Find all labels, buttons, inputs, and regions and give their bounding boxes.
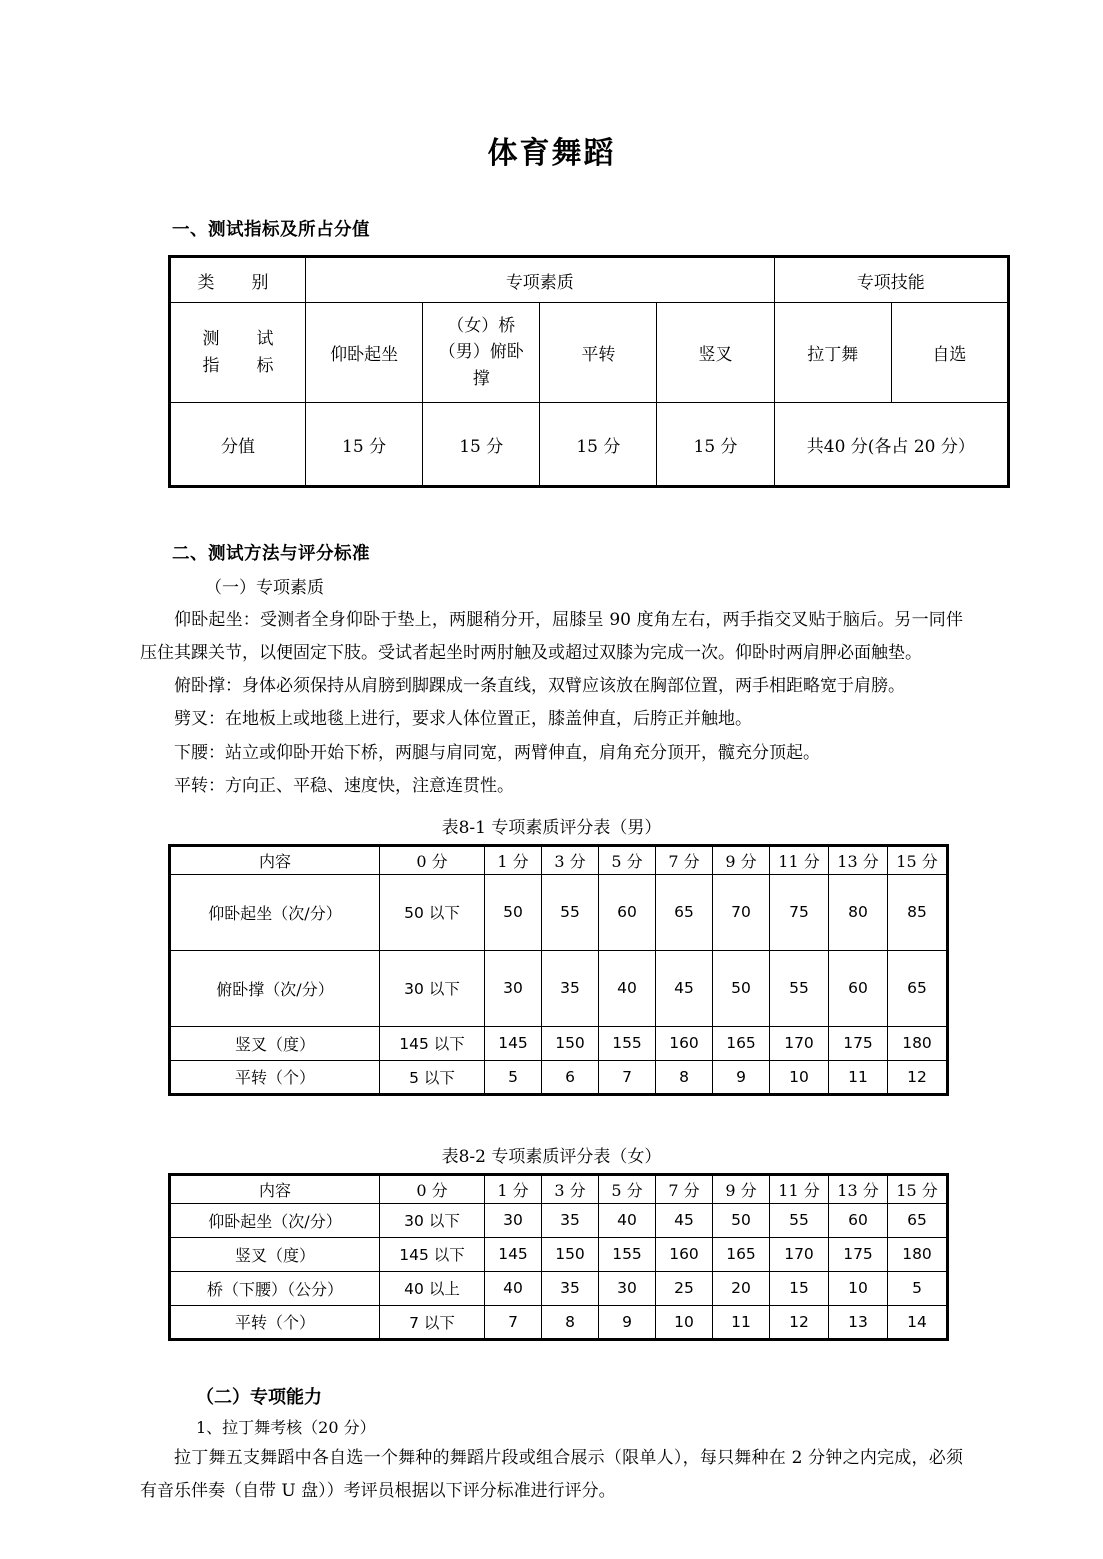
cell-value: 80 xyxy=(829,874,888,950)
header-content: 内容 xyxy=(170,845,380,874)
cell-value: 60 xyxy=(599,874,656,950)
indicator-score-table-wrapper xyxy=(168,255,1010,488)
female-score-table-wrapper xyxy=(168,1173,938,1341)
cell-value: 65 xyxy=(888,1203,948,1237)
header-score-7分: 7 分 xyxy=(656,1174,713,1203)
row-label: 竖叉（度） xyxy=(170,1026,380,1060)
table-row xyxy=(170,1060,948,1094)
cell-value: 8 xyxy=(542,1305,599,1339)
male-score-table xyxy=(168,844,949,1096)
cell-score-spin: 15 分 xyxy=(540,403,657,487)
cell-value: 165 xyxy=(713,1026,770,1060)
table-row xyxy=(170,303,1009,403)
row-label: 桥（下腰）（公分） xyxy=(170,1271,380,1305)
header-score-5分: 5 分 xyxy=(599,845,656,874)
paragraph-latin-dance: 拉丁舞五支舞蹈中各自选一个舞种的舞蹈片段或组合展示（限单人），每只舞种在 2 分钟之内完成，必须有音乐伴奏（自带 U 盘））考评员根据以下评分标准进行评分。 xyxy=(140,1447,963,1501)
cell-value: 150 xyxy=(542,1237,599,1271)
table-row xyxy=(170,403,1009,487)
cell-value: 65 xyxy=(656,874,713,950)
cell-value: 50 xyxy=(713,950,770,1026)
header-score-0分: 0 分 xyxy=(380,1174,485,1203)
cell-score-label: 分值 xyxy=(170,403,306,487)
cell-value: 7 以下 xyxy=(380,1305,485,1339)
table-row xyxy=(170,1271,948,1305)
header-score-15分: 15 分 xyxy=(888,1174,948,1203)
cell-value: 10 xyxy=(656,1305,713,1339)
header-score-13分: 13 分 xyxy=(829,1174,888,1203)
cell-score-sit-up: 15 分 xyxy=(306,403,423,487)
cell-value: 11 xyxy=(713,1305,770,1339)
cell-value: 160 xyxy=(656,1026,713,1060)
cell-value: 145 以下 xyxy=(380,1237,485,1271)
cell-indicator-bridge xyxy=(423,303,540,403)
cell-value: 45 xyxy=(656,950,713,1026)
cell-value: 150 xyxy=(542,1026,599,1060)
cell-indicator-latin: 拉丁舞 xyxy=(774,303,891,403)
cell-value: 50 xyxy=(485,874,542,950)
cell-value: 25 xyxy=(656,1271,713,1305)
header-score-5分: 5 分 xyxy=(599,1174,656,1203)
table-row xyxy=(170,257,1009,303)
bridge-line3: 撑 xyxy=(472,368,490,389)
header-content: 内容 xyxy=(170,1174,380,1203)
cell-value: 30 以下 xyxy=(380,950,485,1026)
cell-value: 40 xyxy=(485,1271,542,1305)
cell-value: 5 以下 xyxy=(380,1060,485,1094)
sub-heading-physical-quality: （一）专项素质 xyxy=(205,578,324,598)
row-label: 平转（个） xyxy=(170,1060,380,1094)
table-row xyxy=(170,1237,948,1271)
cell-value: 180 xyxy=(888,1026,948,1060)
cell-value: 40 xyxy=(599,1203,656,1237)
item-latin-dance-assessment: 1、拉丁舞考核（20 分） xyxy=(196,1417,376,1437)
cell-group-skill: 专项技能 xyxy=(774,257,1008,303)
cell-value: 75 xyxy=(770,874,829,950)
row-label: 仰卧起坐（次/分） xyxy=(170,874,380,950)
cell-value: 10 xyxy=(770,1060,829,1094)
cell-indicator-split: 竖叉 xyxy=(657,303,774,403)
cell-value: 55 xyxy=(542,874,599,950)
paragraph-split: 劈叉：在地板上或地毯上进行，要求人体位置正，膝盖伸直，后胯正并触地。 xyxy=(174,709,752,730)
bridge-line1: （女）桥 xyxy=(447,315,516,336)
cell-value: 30 xyxy=(485,1203,542,1237)
row-label: 平转（个） xyxy=(170,1305,380,1339)
section-heading-1: 一、测试指标及所占分值 xyxy=(172,220,370,240)
cell-indicator-sit-up: 仰卧起坐 xyxy=(306,303,423,403)
cell-value: 12 xyxy=(888,1060,948,1094)
paragraph-bridge: 下腰：站立或仰卧开始下桥，两腿与肩同宽，两臂伸直，肩角充分顶开，髋充分顶起。 xyxy=(174,742,820,763)
header-score-7分: 7 分 xyxy=(656,845,713,874)
cell-value: 40 以上 xyxy=(380,1271,485,1305)
table-row xyxy=(170,1026,948,1060)
cell-value: 180 xyxy=(888,1237,948,1271)
table-row xyxy=(170,950,948,1026)
header-score-3分: 3 分 xyxy=(542,1174,599,1203)
cell-value: 20 xyxy=(713,1271,770,1305)
cell-score-bridge: 15 分 xyxy=(423,403,540,487)
cell-category-label: 类 别 xyxy=(170,257,306,303)
cell-value: 145 以下 xyxy=(380,1026,485,1060)
cell-value: 145 xyxy=(485,1237,542,1271)
cell-score-skill-combined: 共40 分(各占 20 分） xyxy=(774,403,1008,487)
header-score-9分: 9 分 xyxy=(713,845,770,874)
cell-value: 155 xyxy=(599,1237,656,1271)
paragraph-push-up: 俯卧撑：身体必须保持从肩膀到脚踝成一条直线，双臂应该放在胸部位置，两手相距略宽于肩膀。 xyxy=(174,676,905,697)
cell-value: 60 xyxy=(829,950,888,1026)
table-header-row xyxy=(170,845,948,874)
row-label: 俯卧撑（次/分） xyxy=(170,950,380,1026)
cell-value: 85 xyxy=(888,874,948,950)
header-score-11分: 11 分 xyxy=(770,1174,829,1203)
cell-value: 10 xyxy=(829,1271,888,1305)
cell-value: 35 xyxy=(542,1271,599,1305)
table-header-row xyxy=(170,1174,948,1203)
paragraph-sit-up: 仰卧起坐：受测者全身仰卧于垫上，两腿稍分开，屈膝呈 90 度角左右，两手指交叉贴于脑后。另一同伴压住其踝关节，以便固定下肢。受试者起坐时两肘触及或超过双膝为完成一次。仰卧时两肩胛必面触垫。 xyxy=(140,610,963,664)
caption-table-male: 表8-1 专项素质评分表（男） xyxy=(441,817,662,838)
indicator-score-table xyxy=(168,255,1010,488)
cell-value: 175 xyxy=(829,1237,888,1271)
cell-value: 30 xyxy=(599,1271,656,1305)
cell-value: 35 xyxy=(542,950,599,1026)
cell-value: 9 xyxy=(713,1060,770,1094)
cell-value: 175 xyxy=(829,1026,888,1060)
header-score-9分: 9 分 xyxy=(713,1174,770,1203)
cell-value: 170 xyxy=(770,1026,829,1060)
cell-value: 8 xyxy=(656,1060,713,1094)
cell-value: 13 xyxy=(829,1305,888,1339)
cell-value: 14 xyxy=(888,1305,948,1339)
cell-value: 5 xyxy=(888,1271,948,1305)
cell-value: 30 以下 xyxy=(380,1203,485,1237)
cell-value: 65 xyxy=(888,950,948,1026)
paragraph-spin: 平转：方向正、平稳、速度快，注意连贯性。 xyxy=(174,775,514,796)
female-score-table xyxy=(168,1173,949,1341)
cell-value: 45 xyxy=(656,1203,713,1237)
row-label: 仰卧起坐（次/分） xyxy=(170,1203,380,1237)
section-heading-2: 二、测试方法与评分标准 xyxy=(172,544,370,564)
cell-group-physical: 专项素质 xyxy=(306,257,775,303)
cell-value: 55 xyxy=(770,950,829,1026)
cell-value: 55 xyxy=(770,1203,829,1237)
cell-value: 170 xyxy=(770,1237,829,1271)
cell-value: 30 xyxy=(485,950,542,1026)
indicator-label-line2: 指 标 xyxy=(202,355,284,376)
indicator-label-line1: 测 试 xyxy=(202,329,284,350)
table-row xyxy=(170,874,948,950)
cell-value: 70 xyxy=(713,874,770,950)
row-label: 竖叉（度） xyxy=(170,1237,380,1271)
header-score-0分: 0 分 xyxy=(380,845,485,874)
cell-indicator-spin: 平转 xyxy=(540,303,657,403)
cell-value: 9 xyxy=(599,1305,656,1339)
male-score-table-wrapper xyxy=(168,844,938,1096)
cell-score-split: 15 分 xyxy=(657,403,774,487)
cell-value: 7 xyxy=(599,1060,656,1094)
cell-value: 145 xyxy=(485,1026,542,1060)
header-score-11分: 11 分 xyxy=(770,845,829,874)
table-row xyxy=(170,1305,948,1339)
bridge-line2: （男）俯卧 xyxy=(438,342,524,363)
cell-value: 50 xyxy=(713,1203,770,1237)
cell-value: 12 xyxy=(770,1305,829,1339)
cell-value: 40 xyxy=(599,950,656,1026)
cell-value: 11 xyxy=(829,1060,888,1094)
header-score-13分: 13 分 xyxy=(829,845,888,874)
cell-value: 5 xyxy=(485,1060,542,1094)
cell-indicator-optional: 自选 xyxy=(891,303,1008,403)
cell-value: 35 xyxy=(542,1203,599,1237)
cell-value: 155 xyxy=(599,1026,656,1060)
cell-value: 15 xyxy=(770,1271,829,1305)
cell-value: 50 以下 xyxy=(380,874,485,950)
header-score-15分: 15 分 xyxy=(888,845,948,874)
page-title: 体育舞蹈 xyxy=(487,136,616,171)
header-score-3分: 3 分 xyxy=(542,845,599,874)
sub-heading-special-ability: （二）专项能力 xyxy=(196,1386,322,1408)
cell-value: 6 xyxy=(542,1060,599,1094)
cell-value: 7 xyxy=(485,1305,542,1339)
cell-value: 160 xyxy=(656,1237,713,1271)
cell-indicator-label xyxy=(170,303,306,403)
caption-table-female: 表8-2 专项素质评分表（女） xyxy=(441,1146,662,1167)
table-row xyxy=(170,1203,948,1237)
header-score-1分: 1 分 xyxy=(485,1174,542,1203)
header-score-1分: 1 分 xyxy=(485,845,542,874)
cell-value: 60 xyxy=(829,1203,888,1237)
cell-value: 165 xyxy=(713,1237,770,1271)
